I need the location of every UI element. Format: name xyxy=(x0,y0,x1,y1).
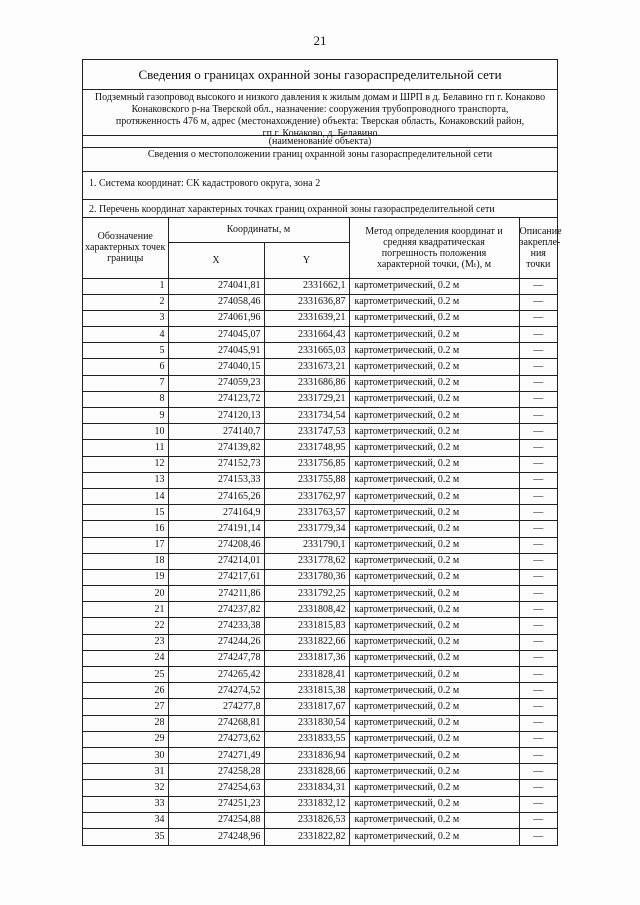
fixing-description: — xyxy=(519,472,557,488)
coordinates-table xyxy=(83,218,562,845)
coord-x: 274273,62 xyxy=(168,731,264,747)
coord-y: 2331817,67 xyxy=(264,699,349,715)
method: картометрический, 0.2 м xyxy=(349,780,519,796)
point-number: 13 xyxy=(83,472,168,488)
method: картометрический, 0.2 м xyxy=(349,812,519,828)
fixing-description: — xyxy=(519,375,557,391)
fixing-description: — xyxy=(519,505,557,521)
table-row xyxy=(83,456,557,472)
coord-y: 2331778,62 xyxy=(264,553,349,569)
point-number: 5 xyxy=(83,343,168,359)
method: картометрический, 0.2 м xyxy=(349,327,519,343)
table-row xyxy=(83,796,557,812)
fixing-description: — xyxy=(519,488,557,504)
point-number: 7 xyxy=(83,375,168,391)
table-row xyxy=(83,359,557,375)
table-row xyxy=(83,715,557,731)
point-number: 16 xyxy=(83,521,168,537)
method: картометрический, 0.2 м xyxy=(349,667,519,683)
point-number: 10 xyxy=(83,424,168,440)
point-number: 6 xyxy=(83,359,168,375)
coord-y: 2331779,34 xyxy=(264,521,349,537)
method: картометрический, 0.2 м xyxy=(349,424,519,440)
table-row xyxy=(83,731,557,747)
table-row xyxy=(83,327,557,343)
object-description-line: протяженность 476 м, адрес (местонахождение) объекта: Тверская область, Конаковский район, xyxy=(115,116,525,127)
coord-x: 274040,15 xyxy=(168,359,264,375)
coordinates-table-wrap xyxy=(83,218,562,845)
table-row xyxy=(83,278,557,294)
method: картометрический, 0.2 м xyxy=(349,764,519,780)
method: картометрический, 0.2 м xyxy=(349,294,519,310)
coord-x: 274233,38 xyxy=(168,618,264,634)
method: картометрический, 0.2 м xyxy=(349,343,519,359)
table-row xyxy=(83,586,557,602)
coord-y: 2331748,95 xyxy=(264,440,349,456)
fixing-description: — xyxy=(519,618,557,634)
method: картометрический, 0.2 м xyxy=(349,715,519,731)
point-number: 12 xyxy=(83,456,168,472)
header-coordinates: Координаты, м xyxy=(168,218,349,242)
header-x: X xyxy=(168,242,264,278)
method: картометрический, 0.2 м xyxy=(349,456,519,472)
method: картометрический, 0.2 м xyxy=(349,731,519,747)
coord-x: 274217,61 xyxy=(168,569,264,585)
coord-x: 274274,52 xyxy=(168,683,264,699)
coord-y: 2331815,38 xyxy=(264,683,349,699)
table-row xyxy=(83,764,557,780)
coord-x: 274059,23 xyxy=(168,375,264,391)
point-number: 27 xyxy=(83,699,168,715)
fixing-description: — xyxy=(519,747,557,763)
method: картометрический, 0.2 м xyxy=(349,440,519,456)
method: картометрический, 0.2 м xyxy=(349,634,519,650)
coord-x: 274041,81 xyxy=(168,278,264,294)
fixing-description: — xyxy=(519,667,557,683)
coord-y: 2331729,21 xyxy=(264,391,349,407)
table-row xyxy=(83,780,557,796)
point-number: 3 xyxy=(83,310,168,326)
method: картометрический, 0.2 м xyxy=(349,521,519,537)
object-name-label: (наименование объекта) xyxy=(83,136,557,148)
table-row xyxy=(83,634,557,650)
fixing-description: — xyxy=(519,278,557,294)
fixing-description: — xyxy=(519,796,557,812)
coord-y: 2331756,85 xyxy=(264,456,349,472)
table-row xyxy=(83,618,557,634)
fixing-description: — xyxy=(519,408,557,424)
method: картометрический, 0.2 м xyxy=(349,391,519,407)
table-row xyxy=(83,424,557,440)
coord-y: 2331790,1 xyxy=(264,537,349,553)
table-row xyxy=(83,569,557,585)
table-row xyxy=(83,408,557,424)
point-number: 31 xyxy=(83,764,168,780)
method: картометрический, 0.2 м xyxy=(349,602,519,618)
coord-y: 2331763,57 xyxy=(264,505,349,521)
coord-x: 274208,46 xyxy=(168,537,264,553)
coord-y: 2331747,53 xyxy=(264,424,349,440)
table-row xyxy=(83,310,557,326)
fixing-description: — xyxy=(519,812,557,828)
method: картометрический, 0.2 м xyxy=(349,310,519,326)
coord-y: 2331662,1 xyxy=(264,278,349,294)
coord-x: 274140,7 xyxy=(168,424,264,440)
coord-y: 2331817,36 xyxy=(264,650,349,666)
point-number: 2 xyxy=(83,294,168,310)
method: картометрический, 0.2 м xyxy=(349,408,519,424)
coordinate-list-header: 2. Перечень координат характерных точках границ охранной зоны газораспределительной сети xyxy=(83,200,557,218)
method: картометрический, 0.2 м xyxy=(349,488,519,504)
table-row xyxy=(83,343,557,359)
point-number: 15 xyxy=(83,505,168,521)
fixing-description: — xyxy=(519,327,557,343)
coord-x: 274251,23 xyxy=(168,796,264,812)
fixing-description: — xyxy=(519,650,557,666)
fixing-description: — xyxy=(519,359,557,375)
coord-x: 274153,33 xyxy=(168,472,264,488)
coord-y: 2331836,94 xyxy=(264,747,349,763)
method: картометрический, 0.2 м xyxy=(349,505,519,521)
coord-y: 2331673,21 xyxy=(264,359,349,375)
point-number: 35 xyxy=(83,828,168,844)
point-number: 26 xyxy=(83,683,168,699)
coord-y: 2331686,86 xyxy=(264,375,349,391)
fixing-description: — xyxy=(519,553,557,569)
coord-x: 274061,96 xyxy=(168,310,264,326)
object-description xyxy=(83,90,557,139)
coord-y: 2331830,54 xyxy=(264,715,349,731)
header-point: Обозначение характерных точек границы xyxy=(83,218,168,278)
coord-y: 2331734,54 xyxy=(264,408,349,424)
coord-y: 2331834,31 xyxy=(264,780,349,796)
table-row xyxy=(83,375,557,391)
coord-x: 274258,28 xyxy=(168,764,264,780)
point-number: 29 xyxy=(83,731,168,747)
fixing-description: — xyxy=(519,310,557,326)
coord-y: 2331828,41 xyxy=(264,667,349,683)
fixing-description: — xyxy=(519,294,557,310)
fixing-description: — xyxy=(519,343,557,359)
point-number: 8 xyxy=(83,391,168,407)
fixing-description: — xyxy=(519,731,557,747)
coord-y: 2331664,43 xyxy=(264,327,349,343)
header-method: Метод определения координат и средняя квадратическая погрешность положения характерной точки, (Mₜ), м xyxy=(349,218,519,278)
coord-y: 2331833,55 xyxy=(264,731,349,747)
coord-x: 274123,72 xyxy=(168,391,264,407)
coord-y: 2331639,21 xyxy=(264,310,349,326)
point-number: 22 xyxy=(83,618,168,634)
point-number: 14 xyxy=(83,488,168,504)
coord-x: 274120,13 xyxy=(168,408,264,424)
coord-y: 2331822,82 xyxy=(264,828,349,844)
fixing-description: — xyxy=(519,391,557,407)
method: картометрический, 0.2 м xyxy=(349,278,519,294)
coord-y: 2331780,36 xyxy=(264,569,349,585)
point-number: 18 xyxy=(83,553,168,569)
coord-y: 2331815,83 xyxy=(264,618,349,634)
location-header: Сведения о местоположении границ охранной зоны газораспределительной сети xyxy=(83,148,557,172)
table-row xyxy=(83,650,557,666)
coord-y: 2331665,03 xyxy=(264,343,349,359)
point-number: 32 xyxy=(83,780,168,796)
table-row xyxy=(83,294,557,310)
method: картометрический, 0.2 м xyxy=(349,618,519,634)
method: картометрический, 0.2 м xyxy=(349,359,519,375)
fixing-description: — xyxy=(519,764,557,780)
table-row xyxy=(83,537,557,553)
point-number: 9 xyxy=(83,408,168,424)
coord-y: 2331636,87 xyxy=(264,294,349,310)
point-number: 23 xyxy=(83,634,168,650)
coord-x: 274254,88 xyxy=(168,812,264,828)
fixing-description: — xyxy=(519,715,557,731)
method: картометрический, 0.2 м xyxy=(349,796,519,812)
method: картометрический, 0.2 м xyxy=(349,747,519,763)
coord-y: 2331828,66 xyxy=(264,764,349,780)
coord-x: 274165,26 xyxy=(168,488,264,504)
coord-x: 274164,9 xyxy=(168,505,264,521)
fixing-description: — xyxy=(519,828,557,844)
point-number: 24 xyxy=(83,650,168,666)
fixing-description: — xyxy=(519,424,557,440)
fixing-description: — xyxy=(519,699,557,715)
point-number: 4 xyxy=(83,327,168,343)
fixing-description: — xyxy=(519,634,557,650)
coord-x: 274271,49 xyxy=(168,747,264,763)
table-row xyxy=(83,440,557,456)
coord-x: 274277,8 xyxy=(168,699,264,715)
coord-x: 274211,86 xyxy=(168,586,264,602)
table-row xyxy=(83,472,557,488)
point-number: 17 xyxy=(83,537,168,553)
method: картометрический, 0.2 м xyxy=(349,537,519,553)
object-description-line: гп г. Конаково, д. Белавино xyxy=(262,128,378,139)
table-row xyxy=(83,505,557,521)
table-row xyxy=(83,699,557,715)
method: картометрический, 0.2 м xyxy=(349,553,519,569)
method: картометрический, 0.2 м xyxy=(349,375,519,391)
header-y: Y xyxy=(264,242,349,278)
point-number: 33 xyxy=(83,796,168,812)
coord-y: 2331826,53 xyxy=(264,812,349,828)
fixing-description: — xyxy=(519,456,557,472)
coord-x: 274254,63 xyxy=(168,780,264,796)
coord-x: 274237,82 xyxy=(168,602,264,618)
coordinate-system: 1. Система координат: СК кадастрового округа, зона 2 xyxy=(83,172,557,200)
coord-y: 2331808,42 xyxy=(264,602,349,618)
fixing-description: — xyxy=(519,586,557,602)
fixing-description: — xyxy=(519,683,557,699)
method: картометрический, 0.2 м xyxy=(349,683,519,699)
point-number: 11 xyxy=(83,440,168,456)
coord-x: 274247,78 xyxy=(168,650,264,666)
fixing-description: — xyxy=(519,521,557,537)
coord-x: 274265,42 xyxy=(168,667,264,683)
method: картометрический, 0.2 м xyxy=(349,472,519,488)
fixing-description: — xyxy=(519,440,557,456)
fixing-description: — xyxy=(519,780,557,796)
header-description: Описание закрепле- ния точки xyxy=(519,218,557,278)
table-row xyxy=(83,521,557,537)
point-number: 28 xyxy=(83,715,168,731)
fixing-description: — xyxy=(519,537,557,553)
point-number: 30 xyxy=(83,747,168,763)
method: картометрический, 0.2 м xyxy=(349,586,519,602)
method: картометрический, 0.2 м xyxy=(349,828,519,844)
coord-x: 274058,46 xyxy=(168,294,264,310)
coord-x: 274152,73 xyxy=(168,456,264,472)
point-number: 19 xyxy=(83,569,168,585)
coord-x: 274268,81 xyxy=(168,715,264,731)
table-row xyxy=(83,683,557,699)
coord-y: 2331762,97 xyxy=(264,488,349,504)
coord-x: 274244,26 xyxy=(168,634,264,650)
coord-y: 2331792,25 xyxy=(264,586,349,602)
coord-x: 274214,01 xyxy=(168,553,264,569)
method: картометрический, 0.2 м xyxy=(349,569,519,585)
coord-y: 2331822,66 xyxy=(264,634,349,650)
method: картометрический, 0.2 м xyxy=(349,650,519,666)
point-number: 1 xyxy=(83,278,168,294)
coord-x: 274248,96 xyxy=(168,828,264,844)
coord-y: 2331755,88 xyxy=(264,472,349,488)
table-row xyxy=(83,602,557,618)
object-description-line: Подземный газопровод высокого и низкого давления к жилым домам и ШРП в д. Белавино гп г. Конаково xyxy=(94,92,546,103)
fixing-description: — xyxy=(519,602,557,618)
document-title: Сведения о границах охранной зоны газораспределительной сети xyxy=(83,60,557,90)
point-number: 21 xyxy=(83,602,168,618)
coord-x: 274045,91 xyxy=(168,343,264,359)
point-number: 25 xyxy=(83,667,168,683)
page-number: 21 xyxy=(313,33,327,48)
table-row xyxy=(83,828,557,844)
object-description-line: Конаковского р-на Тверской обл., назначение: сооружения трубопроводного транспорта, xyxy=(131,104,509,115)
coord-y: 2331832,12 xyxy=(264,796,349,812)
table-row xyxy=(83,488,557,504)
table-row xyxy=(83,391,557,407)
table-row xyxy=(83,553,557,569)
coord-x: 274045,07 xyxy=(168,327,264,343)
table-row xyxy=(83,747,557,763)
method: картометрический, 0.2 м xyxy=(349,699,519,715)
coord-x: 274191,14 xyxy=(168,521,264,537)
table-row xyxy=(83,812,557,828)
coord-x: 274139,82 xyxy=(168,440,264,456)
table-row xyxy=(83,667,557,683)
fixing-description: — xyxy=(519,569,557,585)
boundary-info-form xyxy=(82,59,562,846)
point-number: 20 xyxy=(83,586,168,602)
point-number: 34 xyxy=(83,812,168,828)
